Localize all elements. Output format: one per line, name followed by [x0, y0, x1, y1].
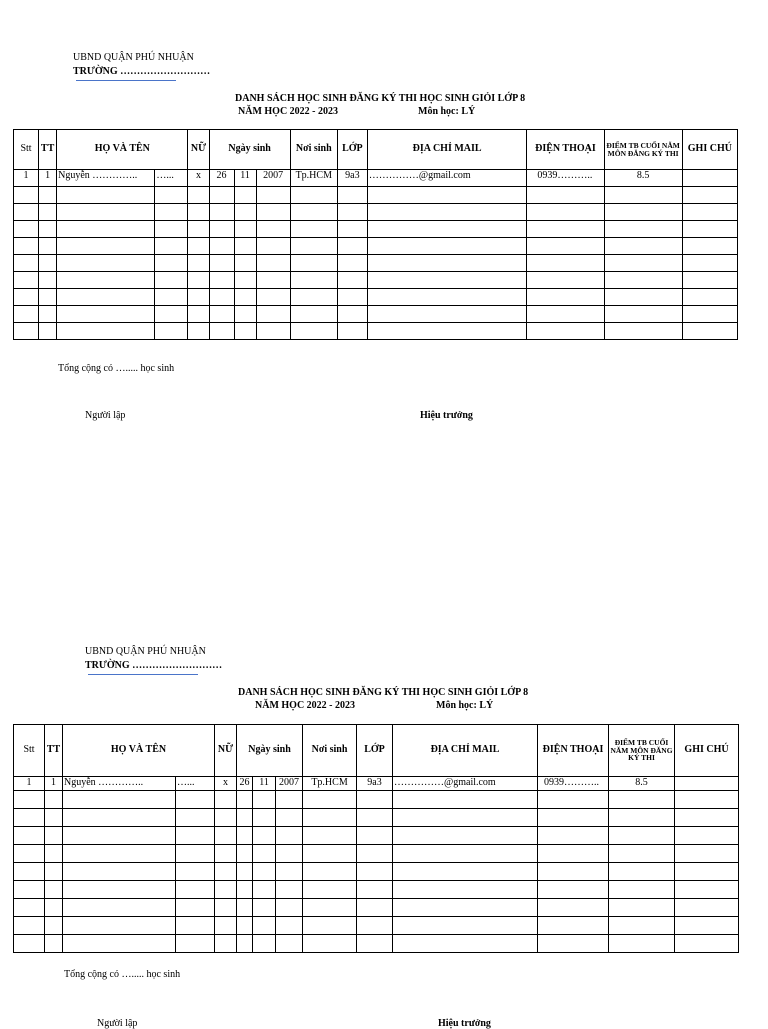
cell-birthplace: Tp.HCM — [290, 170, 337, 187]
cell-last-name: Nguyễn ………….. — [57, 170, 155, 187]
header-class: LỚP — [357, 725, 393, 777]
cell-first-name: …... — [155, 170, 188, 187]
school-year: NĂM HỌC 2022 - 2023 — [238, 106, 338, 117]
school-name: TRƯỜNG ……………………… — [85, 660, 223, 671]
empty-row — [14, 935, 739, 953]
empty-row — [14, 187, 738, 204]
empty-row — [14, 204, 738, 221]
cell-first-name: …... — [176, 777, 215, 791]
document-title: DANH SÁCH HỌC SINH ĐĂNG KÝ THI HỌC SINH GIỎI LỚP 8 — [235, 93, 526, 104]
header-birthplace: Nơi sinh — [303, 725, 357, 777]
header-average-score: ĐIỂM TB CUỐI NĂM MÔN ĐĂNG KÝ THI — [604, 130, 682, 170]
cell-month: 11 — [234, 170, 256, 187]
cell-class: 9a3 — [357, 777, 393, 791]
header-average-score: ĐIỂM TB CUỐI NĂM MÔN ĐĂNG KÝ THI — [609, 725, 675, 777]
cell-last-name: Nguyễn ………….. — [63, 777, 176, 791]
cell-score: 8.5 — [604, 170, 682, 187]
header-note: GHI CHÚ — [675, 725, 739, 777]
empty-row — [14, 289, 738, 306]
cell-day: 26 — [237, 777, 253, 791]
school-underline — [88, 674, 198, 675]
header-stt: Stt — [14, 130, 39, 170]
school-year: NĂM HỌC 2022 - 2023 — [255, 700, 355, 711]
header-tt: TT — [39, 130, 57, 170]
cell-phone: 0939……….. — [527, 170, 604, 187]
header-date-of-birth: Ngày sinh — [237, 725, 303, 777]
header-note: GHI CHÚ — [682, 130, 737, 170]
cell-stt: 1 — [14, 170, 39, 187]
header-email: ĐỊA CHỈ MAIL — [393, 725, 538, 777]
empty-row — [14, 845, 739, 863]
header-phone: ĐIỆN THOẠI — [538, 725, 609, 777]
empty-row — [14, 809, 739, 827]
empty-row — [14, 238, 738, 255]
cell-year: 2007 — [256, 170, 290, 187]
cell-email: ……………@gmail.com — [367, 170, 526, 187]
header-stt: Stt — [14, 725, 45, 777]
table-row — [14, 777, 739, 791]
preparer-label: Người lập — [85, 410, 126, 421]
cell-stt: 1 — [14, 777, 45, 791]
empty-row — [14, 827, 739, 845]
cell-day: 26 — [209, 170, 234, 187]
cell-tt: 1 — [45, 777, 63, 791]
empty-row — [14, 791, 739, 809]
empty-row — [14, 272, 738, 289]
school-underline — [76, 80, 176, 81]
table-header-row — [14, 130, 738, 170]
principal-label: Hiệu trưởng — [438, 1018, 491, 1029]
cell-female: x — [188, 170, 209, 187]
empty-row — [14, 899, 739, 917]
cell-female: x — [215, 777, 237, 791]
cell-tt: 1 — [39, 170, 57, 187]
header-tt: TT — [45, 725, 63, 777]
empty-row — [14, 221, 738, 238]
cell-month: 11 — [253, 777, 276, 791]
cell-phone: 0939……….. — [538, 777, 609, 791]
table-row — [14, 170, 738, 187]
cell-birthplace: Tp.HCM — [303, 777, 357, 791]
org-name: UBND QUẬN PHÚ NHUẬN — [85, 646, 206, 657]
school-name: TRƯỜNG ……………………… — [73, 66, 211, 77]
header-full-name: HỌ VÀ TÊN — [63, 725, 215, 777]
empty-row — [14, 863, 739, 881]
total-count: Tổng cộng có …..... học sinh — [64, 969, 181, 980]
header-birthplace: Nơi sinh — [290, 130, 337, 170]
cell-year: 2007 — [276, 777, 303, 791]
empty-row — [14, 881, 739, 899]
header-class: LỚP — [337, 130, 367, 170]
header-phone: ĐIỆN THOẠI — [527, 130, 604, 170]
header-email: ĐỊA CHỈ MAIL — [367, 130, 526, 170]
header-female: NỮ — [188, 130, 209, 170]
empty-row — [14, 323, 738, 340]
document-title: DANH SÁCH HỌC SINH ĐĂNG KÝ THI HỌC SINH GIỎI LỚP 8 — [238, 687, 529, 698]
registration-table — [13, 724, 739, 953]
preparer-label: Người lập — [97, 1018, 138, 1029]
empty-row — [14, 917, 739, 935]
header-date-of-birth: Ngày sinh — [209, 130, 290, 170]
table-header-row — [14, 725, 739, 777]
cell-note — [682, 170, 737, 187]
principal-label: Hiệu trưởng — [420, 410, 473, 421]
header-full-name: HỌ VÀ TÊN — [57, 130, 188, 170]
org-name: UBND QUẬN PHÚ NHUẬN — [73, 52, 194, 63]
subject-label: Môn học: LÝ — [418, 106, 476, 117]
header-female: NỮ — [215, 725, 237, 777]
cell-note — [675, 777, 739, 791]
cell-email: ……………@gmail.com — [393, 777, 538, 791]
registration-table — [13, 129, 738, 340]
cell-score: 8.5 — [609, 777, 675, 791]
total-count: Tổng cộng có …..... học sinh — [58, 363, 175, 374]
subject-label: Môn học: LÝ — [436, 700, 494, 711]
cell-class: 9a3 — [337, 170, 367, 187]
empty-row — [14, 255, 738, 272]
empty-row — [14, 306, 738, 323]
